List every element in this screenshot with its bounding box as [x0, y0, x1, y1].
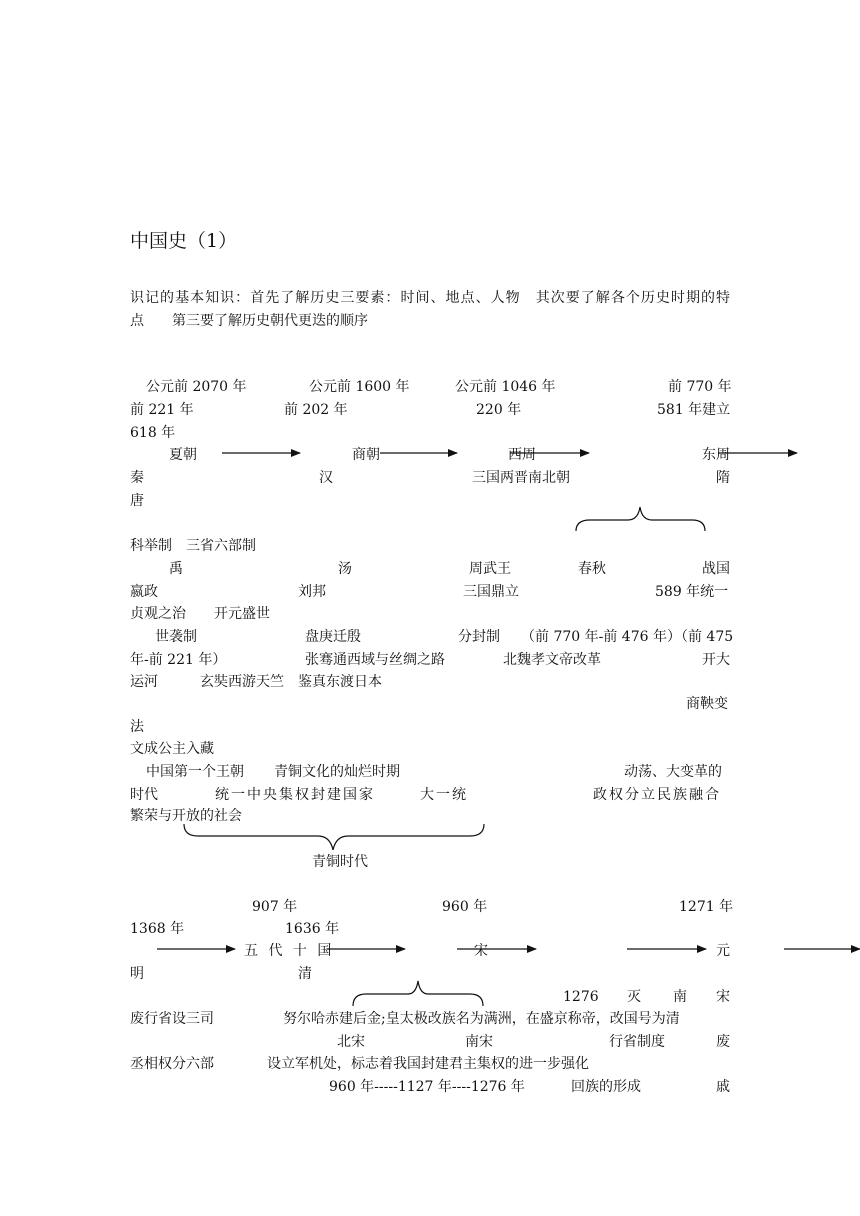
- event-nurhaci: 努尔哈赤建后金;皇太极改族名为满洲，在盛京称帝，改国号为清: [283, 1011, 680, 1027]
- person-yingzheng: 嬴政: [130, 584, 158, 600]
- dynasty-qing: 清: [298, 966, 312, 982]
- fall-char-3: 宋: [716, 989, 730, 1005]
- fall-char-2: 南: [673, 989, 687, 1005]
- event-589-unify: 589 年统一: [655, 584, 729, 600]
- period-chunqiu: 春秋: [578, 561, 606, 577]
- feature-turmoil: 动荡、大变革的: [624, 764, 722, 780]
- dynasty-yuan: 元: [716, 943, 730, 959]
- date-xia: 公元前 2070 年: [146, 379, 247, 395]
- feature-qin-unified: 统一中央集权封建国家: [215, 787, 375, 803]
- song-years: 960 年-----1127 年----1276 年: [329, 1079, 525, 1095]
- dynasty-tang: 唐: [130, 493, 144, 509]
- date-qing: 1636 年: [285, 921, 340, 937]
- date-dongzhou: 前 770 年: [668, 379, 732, 395]
- event-junjichu: 设立军机处，标志着我国封建君主集权的进一步强化: [267, 1056, 589, 1072]
- event-shixi: 世袭制: [155, 629, 197, 645]
- event-chunqiu-years: （前 770 年-前 476 年）（前 475: [521, 629, 734, 645]
- brace-dongzhou: [576, 507, 705, 531]
- intro-line-1: 识记的基本知识：首先了解历史三要素：时间、地点、人物 其次要了解各个历史时期的特: [130, 290, 730, 306]
- event-yunhe-xuanzang: 运河 玄奘西游天竺 鉴真东渡日本: [130, 674, 382, 690]
- event-kai-da: 开大: [702, 652, 730, 668]
- event-zhanguo-years: 年-前 221 年）: [130, 652, 227, 668]
- feature-xia: 中国第一个王朝: [146, 764, 244, 780]
- brace-bronze-age: [184, 824, 484, 850]
- event-fei-xingsheng: 废行省设三司: [130, 1011, 214, 1027]
- feature-han-unity: 大一统: [420, 787, 468, 803]
- dynasty-sui: 隋: [716, 470, 730, 486]
- intro-line-2: 点 第三要了解历史朝代更迭的顺序: [130, 313, 368, 329]
- person-zhouwuwang: 周武王: [469, 561, 511, 577]
- event-huizu: 回族的形成: [571, 1079, 641, 1095]
- feature-split-merge: 政权分立民族融合: [593, 787, 721, 803]
- date-ming: 1368 年: [130, 921, 185, 937]
- date-shang: 公元前 1600 年: [309, 379, 410, 395]
- person-yu: 禹: [169, 561, 183, 577]
- date-sanguo: 220 年: [476, 402, 522, 418]
- fall-char-1: 灭: [627, 989, 641, 1005]
- dynasty-xia: 夏朝: [169, 447, 197, 463]
- dynasty-qin: 秦: [130, 470, 144, 486]
- event-fenfeng: 分封制: [458, 629, 500, 645]
- feature-tang: 繁荣与开放的社会: [130, 808, 242, 824]
- brace-song: [353, 981, 483, 1006]
- label-beisong: 北宋: [337, 1034, 365, 1050]
- date-qin: 前 221 年: [130, 402, 194, 418]
- dynasty-dongzhou: 东周: [702, 447, 730, 463]
- date-han: 前 202 年: [284, 402, 348, 418]
- label-bronze-age: 青铜时代: [312, 854, 368, 870]
- dynasty-song: 宋: [474, 943, 488, 959]
- date-yuan: 1271 年: [679, 899, 734, 915]
- dynasty-han: 汉: [319, 470, 333, 486]
- event-wencheng: 文成公主入藏: [130, 741, 214, 757]
- dynasty-ming: 明: [130, 966, 144, 982]
- dynasty-sanguo-nanbeichao: 三国两晋南北朝: [472, 470, 570, 486]
- feature-bronze: 青铜文化的灿烂时期: [274, 764, 400, 780]
- date-tang: 618 年: [130, 425, 176, 441]
- event-pangeng: 盘庚迁殷: [305, 629, 361, 645]
- page-title: 中国史（1）: [130, 230, 238, 252]
- event-xiaowendi: 北魏孝文帝改革: [503, 652, 601, 668]
- label-nansong: 南宋: [465, 1034, 493, 1050]
- event-xingsheng: 行省制度: [609, 1034, 665, 1050]
- date-sui: 581 年建立: [657, 402, 731, 418]
- dynasty-shang: 商朝: [352, 447, 380, 463]
- event-qi: 戚: [716, 1079, 730, 1095]
- dynasty-xizhou: 西周: [508, 447, 536, 463]
- period-zhanguo: 战国: [702, 561, 730, 577]
- fall-year: 1276: [563, 989, 599, 1005]
- date-wudai: 907 年: [252, 899, 298, 915]
- event-zhangqian: 张骞通西域与丝绸之路: [305, 652, 445, 668]
- date-song: 960 年: [442, 899, 488, 915]
- event-shangyang-1: 商鞅变: [686, 696, 728, 712]
- event-fei: 废: [716, 1034, 730, 1050]
- line-keju: 科举制 三省六部制: [130, 538, 256, 554]
- feature-era: 时代: [130, 787, 158, 803]
- date-xizhou: 公元前 1046 年: [455, 379, 556, 395]
- event-shangyang-2: 法: [130, 719, 144, 735]
- dynasty-wudai: 五 代 十 国: [244, 943, 335, 959]
- event-sanguo-dingli: 三国鼎立: [463, 584, 519, 600]
- event-chengxiang: 丞相权分六部: [130, 1056, 214, 1072]
- person-tang: 汤: [338, 561, 352, 577]
- person-liubang: 刘邦: [298, 584, 326, 600]
- line-zhenguan: 贞观之治 开元盛世: [130, 606, 270, 622]
